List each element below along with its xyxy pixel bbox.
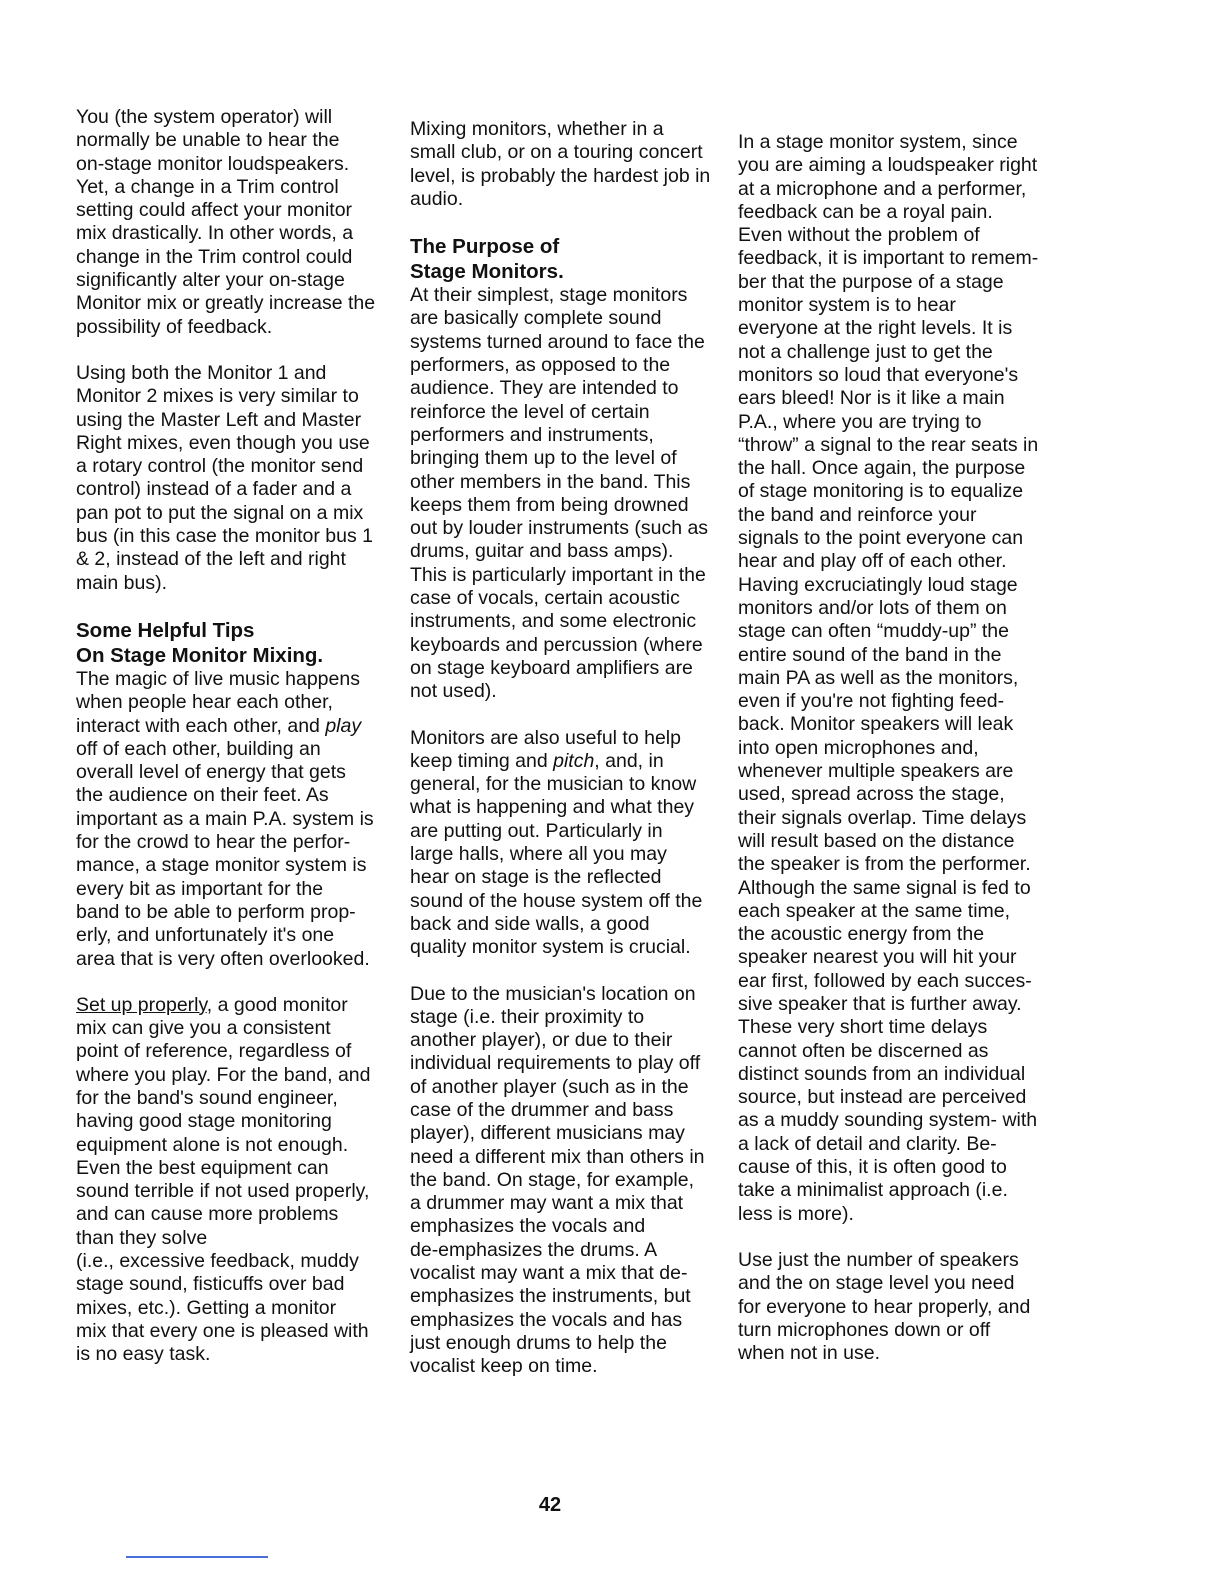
- text-line: need a different mix than others in: [410, 1145, 705, 1168]
- paragraph-monitors-useful: [410, 727, 750, 960]
- section-heading: The Purpose of: [410, 235, 560, 259]
- text-line: every bit as important for the: [76, 877, 324, 900]
- text-line: case of the drummer and bass: [410, 1098, 674, 1121]
- text-line: the audience on their feet. As: [76, 784, 329, 807]
- text-line: and the on stage level you need: [738, 1272, 1015, 1295]
- paragraph-simplest-stage-monitors: [410, 284, 750, 703]
- text-line: Set up properly, a good monitor: [76, 993, 348, 1016]
- text-line: control) instead of a fader and a: [76, 478, 352, 501]
- text-line: of another player (such as in the: [410, 1075, 689, 1098]
- text-line: than they solve: [76, 1226, 208, 1249]
- text-line: general, for the musician to know: [410, 773, 697, 796]
- text-line: at a microphone and a performer,: [738, 177, 1027, 200]
- text-line: emphasizes the vocals and has: [410, 1308, 683, 1331]
- text-line: monitors and/or lots of them on: [738, 596, 1007, 619]
- text-line: systems turned around to face the: [410, 330, 705, 353]
- text-line: mance, a stage monitor system is: [76, 854, 367, 877]
- text-line: their signals overlap. Time delays: [738, 806, 1027, 829]
- text-line: At their simplest, stage monitors: [410, 284, 688, 307]
- text-line: a drummer may want a mix that: [410, 1192, 684, 1215]
- text-line: The magic of live music happens: [76, 667, 360, 690]
- text-line: Mixing monitors, whether in a: [410, 118, 664, 140]
- text-line: the band. On stage, for example,: [410, 1168, 695, 1191]
- text-line: of stage monitoring is to equalize: [738, 480, 1024, 503]
- text-line: Although the same signal is fed to: [738, 876, 1031, 899]
- text-line: player), different musicians may: [410, 1122, 685, 1145]
- text-line: back. Monitor speakers will leak: [738, 713, 1014, 736]
- text-line: on-stage monitor loudspeakers.: [76, 152, 350, 175]
- text-line: quality monitor system is crucial.: [410, 936, 691, 959]
- text-line: signals to the point everyone can: [738, 527, 1024, 550]
- text-line: not a challenge just to get the: [738, 340, 993, 363]
- text-line: each speaker at the same time,: [738, 899, 1011, 922]
- text-line: hear on stage is the reflected: [410, 866, 662, 889]
- text-line: equipment alone is not enough.: [76, 1133, 349, 1156]
- text-line: vocalist may want a mix that de-: [410, 1262, 688, 1285]
- text-line: are basically complete sound: [410, 307, 662, 330]
- text-line: Having excruciatingly loud stage: [738, 573, 1018, 596]
- text-line: and can cause more problems: [76, 1203, 339, 1226]
- text-line: as a muddy sounding system- with: [738, 1109, 1038, 1132]
- text-line: sound terrible if not used properly,: [76, 1180, 370, 1203]
- text-line: emphasizes the vocals and: [410, 1215, 646, 1238]
- paragraph-monitor-mixes: [76, 362, 416, 595]
- paragraph-musician-location: [410, 983, 750, 1379]
- text-line: will result based on the distance: [738, 829, 1015, 852]
- text-line: This is particularly important in the: [410, 563, 706, 586]
- text-line: reinforce the level of certain: [410, 400, 650, 423]
- column-3: [738, 131, 1083, 1365]
- text-line: audio.: [410, 187, 464, 210]
- text-line: into open microphones and,: [738, 736, 979, 759]
- text-line: case of vocals, certain acoustic: [410, 587, 680, 610]
- text-line: sound of the house system off the: [410, 889, 703, 912]
- text-line: large halls, where all you may: [410, 843, 667, 866]
- text-line: important as a main P.A. system is: [76, 807, 374, 830]
- text-line: cause of this, it is often good to: [738, 1156, 1007, 1179]
- text-line: Yet, a change in a Trim control: [76, 175, 339, 198]
- text-line: whenever multiple speakers are: [738, 760, 1014, 783]
- text-line: using the Master Left and Master: [76, 408, 362, 431]
- text-line: a lack of detail and clarity. Be-: [738, 1132, 997, 1155]
- text-line: cannot often be discerned as: [738, 1039, 989, 1062]
- underlined-phrase: Set up properly: [76, 993, 207, 1016]
- text-line: P.A., where you are trying to: [738, 410, 982, 433]
- text-line: Using both the Monitor 1 and: [76, 361, 327, 384]
- text-line: stage can often “muddy-up” the: [738, 620, 1009, 643]
- text-line: feedback, it is important to remem-: [738, 247, 1039, 270]
- emphasis: play: [325, 714, 362, 737]
- text-line: just enough drums to help the: [410, 1331, 667, 1354]
- column-1: [76, 106, 416, 1367]
- text-line: area that is very often overlooked.: [76, 947, 370, 970]
- text-line: interact with each other, and play: [76, 714, 362, 737]
- section-heading: Some Helpful Tips: [76, 618, 255, 642]
- text-line: keep timing and pitch, and, in: [410, 749, 664, 772]
- text-line: is no easy task.: [76, 1343, 211, 1366]
- text-line: Right mixes, even though you use: [76, 431, 370, 454]
- text-line: when people hear each other,: [76, 691, 333, 714]
- heading-purpose-of-stage-monitors: [410, 234, 750, 284]
- text-line: the acoustic energy from the: [738, 923, 985, 946]
- text-line: performers, as opposed to the: [410, 354, 671, 377]
- bottom-rule: [126, 1556, 268, 1558]
- text-line: Due to the musician's location on: [410, 982, 696, 1005]
- text-line: even if you're not fighting feed-: [738, 690, 1005, 713]
- text-line: level, is probably the hardest job in: [410, 164, 711, 187]
- text-line: Monitor 2 mixes is very similar to: [76, 385, 359, 408]
- text-line: where you play. For the band, and: [76, 1063, 371, 1086]
- text-line: drums, guitar and bass amps).: [410, 540, 674, 563]
- emphasis: pitch: [553, 749, 595, 772]
- heading-helpful-tips: [76, 618, 416, 668]
- text-line: sive speaker that is further away.: [738, 992, 1022, 1015]
- text-line: bringing them up to the level of: [410, 447, 677, 470]
- text-line: off of each other, building an: [76, 737, 321, 760]
- text-line: overall level of energy that gets: [76, 761, 346, 784]
- text-line: having good stage monitoring: [76, 1110, 332, 1133]
- text-line: ear first, followed by each succes-: [738, 969, 1032, 992]
- text-line: you are aiming a loudspeaker right: [738, 154, 1038, 177]
- column-2: [410, 118, 750, 1379]
- text-line: setting could affect your monitor: [76, 199, 353, 222]
- text-line: You (the system operator) will: [76, 106, 333, 128]
- text-line: turn microphones down or off: [738, 1318, 991, 1341]
- text-line: ber that the purpose of a stage: [738, 270, 1004, 293]
- text-line: keyboards and percussion (where: [410, 633, 703, 656]
- text-line: other members in the band. This: [410, 470, 691, 493]
- text-line: the band and reinforce your: [738, 503, 977, 526]
- text-line: audience. They are intended to: [410, 377, 679, 400]
- text-line: distinct sounds from an individual: [738, 1062, 1026, 1085]
- paragraph-trim-control: [76, 106, 416, 339]
- text-line: performers and instruments,: [410, 423, 654, 446]
- text-line: mix that every one is pleased with: [76, 1319, 369, 1342]
- text-line: “throw” a signal to the rear seats in: [738, 433, 1039, 456]
- text-line: the speaker is from the performer.: [738, 853, 1031, 876]
- paragraph-use-just-number: [738, 1249, 1083, 1365]
- text-line: used, spread across the stage,: [738, 783, 1005, 806]
- text-line: monitors so loud that everyone's: [738, 363, 1019, 386]
- text-line: point of reference, regardless of: [76, 1040, 352, 1063]
- text-line: de-emphasizes the drums. A: [410, 1238, 658, 1261]
- text-line: main bus).: [76, 571, 168, 594]
- text-line: for the band's sound engineer,: [76, 1086, 338, 1109]
- text-line: Even the best equipment can: [76, 1156, 329, 1179]
- paragraph-mixing-monitors: [410, 118, 750, 211]
- text-line: a rotary control (the monitor send: [76, 455, 364, 478]
- text-line: another player), or due to their: [410, 1029, 673, 1052]
- text-line: vocalist keep on time.: [410, 1355, 598, 1378]
- text-line: when not in use.: [738, 1342, 881, 1365]
- text-line: not used).: [410, 680, 497, 703]
- text-line: out by louder instruments (such as: [410, 517, 709, 540]
- text-line: (i.e., excessive feedback, muddy: [76, 1250, 359, 1273]
- paragraph-feedback-royal-pain: [738, 131, 1083, 1226]
- text-line: mix drastically. In other words, a: [76, 222, 354, 245]
- text-line: everyone at the right levels. It is: [738, 317, 1013, 340]
- text-line: small club, or on a touring concert: [410, 141, 703, 164]
- text-line: & 2, instead of the left and right: [76, 548, 346, 571]
- text-line: significantly alter your on-stage: [76, 269, 345, 292]
- text-line: In a stage monitor system, since: [738, 131, 1018, 153]
- text-line: possibility of feedback.: [76, 315, 273, 338]
- text-line: erly, and unfortunately it's one: [76, 924, 335, 947]
- page-number: 42: [538, 1494, 562, 1516]
- text-line: feedback can be a royal pain.: [738, 200, 993, 223]
- text-line: less is more).: [738, 1202, 854, 1225]
- text-line: band to be able to perform prop-: [76, 900, 356, 923]
- text-line: Even without the problem of: [738, 224, 980, 247]
- text-line: emphasizes the instruments, but: [410, 1285, 691, 1308]
- text-line: speaker nearest you will hit your: [738, 946, 1017, 969]
- text-line: mix can give you a consistent: [76, 1017, 331, 1040]
- text-line: are putting out. Particularly in: [410, 819, 663, 842]
- text-line: main PA as well as the monitors,: [738, 666, 1019, 689]
- text-line: ears bleed! Nor is it like a main: [738, 387, 1005, 410]
- section-heading: Stage Monitors.: [410, 260, 564, 284]
- text-line: pan pot to put the signal on a mix: [76, 501, 364, 524]
- text-line: individual requirements to play off: [410, 1052, 701, 1075]
- text-line: Monitor mix or greatly increase the: [76, 292, 376, 315]
- text-line: source, but instead are perceived: [738, 1086, 1027, 1109]
- paragraph-set-up-properly: [76, 994, 416, 1367]
- text-line: stage sound, fisticuffs over bad: [76, 1273, 345, 1296]
- text-line: bus (in this case the monitor bus 1: [76, 525, 373, 548]
- text-line: monitor system is to hear: [738, 294, 956, 317]
- text-line: These very short time delays: [738, 1016, 988, 1039]
- text-line: stage (i.e. their proximity to: [410, 1005, 645, 1028]
- text-line: what is happening and what they: [410, 796, 695, 819]
- section-heading: On Stage Monitor Mixing.: [76, 643, 324, 667]
- text-line: back and side walls, a good: [410, 912, 650, 935]
- text-line: mixes, etc.). Getting a monitor: [76, 1296, 337, 1319]
- text-line: the hall. Once again, the purpose: [738, 457, 1026, 480]
- text-line: keeps them from being drowned: [410, 493, 689, 516]
- text-line: for everyone to hear properly, and: [738, 1295, 1031, 1318]
- paragraph-magic-of-live-music: [76, 668, 416, 971]
- text-line: instruments, and some electronic: [410, 610, 697, 633]
- text-line: for the crowd to hear the perfor-: [76, 831, 351, 854]
- text-line: Use just the number of speakers: [738, 1248, 1019, 1271]
- text-line: change in the Trim control could: [76, 245, 353, 268]
- text-line: Monitors are also useful to help: [410, 726, 681, 749]
- text-line: normally be unable to hear the: [76, 129, 340, 152]
- text-line: on stage keyboard amplifiers are: [410, 656, 693, 679]
- text-line: hear and play off of each other.: [738, 550, 1007, 573]
- text-line: take a minimalist approach (i.e.: [738, 1179, 1008, 1202]
- text-line: entire sound of the band in the: [738, 643, 1002, 666]
